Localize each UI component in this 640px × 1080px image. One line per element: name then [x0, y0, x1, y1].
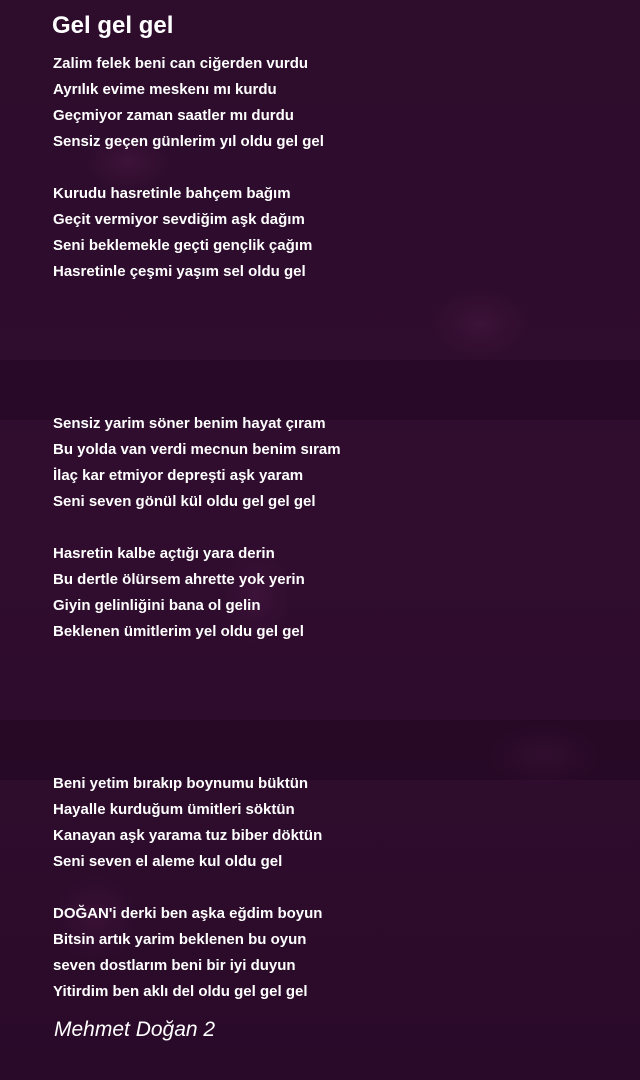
poem-line: Yitirdim ben aklı del oldu gel gel gel — [53, 983, 308, 1000]
poem-line: DOĞAN'i derki ben aşka eğdim boyun — [53, 905, 323, 922]
poem-line: Hasretin kalbe açtığı yara derin — [53, 545, 275, 562]
poem-line: Seni seven gönül kül oldu gel gel gel — [53, 493, 316, 510]
poem-section-2 — [53, 411, 613, 645]
stanza-gap — [53, 515, 613, 541]
poem-line: Sensiz geçen günlerim yıl oldu gel gel — [53, 133, 324, 150]
poem-line: Hayalle kurduğum ümitleri söktün — [53, 801, 295, 818]
poem-section-1 — [53, 51, 613, 285]
poem-line: Zalim felek beni can ciğerden vurdu — [53, 55, 309, 72]
poem-line: Bitsin artık yarim beklenen bu oyun — [53, 931, 307, 948]
poem-line: Beni yetim bırakıp boynumu büktün — [53, 775, 309, 792]
poem-line: Seni beklemekle geçti gençlik çağım — [53, 237, 313, 254]
poem-line: Ayrılık evime meskenı mı kurdu — [53, 81, 277, 98]
poem-title: Gel gel gel — [52, 12, 174, 39]
poem-line: Beklenen ümitlerim yel oldu gel gel — [53, 623, 304, 640]
poem-line: Geçmiyor zaman saatler mı durdu — [53, 107, 294, 124]
poem-line: İlaç kar etmiyor depreşti aşk yaram — [53, 467, 304, 484]
poem-line: Bu yolda van verdi mecnun benim sıram — [53, 441, 341, 458]
stanza-gap — [53, 875, 613, 901]
poem-line: Kurudu hasretinle bahçem bağım — [53, 185, 291, 202]
poem-line: seven dostlarım beni bir iyi duyun — [53, 957, 296, 974]
stanza-gap — [53, 155, 613, 181]
poem-section-3 — [53, 771, 613, 1005]
poem-author: Mehmet Doğan 2 — [54, 1018, 216, 1041]
poem-line: Seni seven el aleme kul oldu gel — [53, 853, 283, 870]
poem-line: Geçit vermiyor sevdiğim aşk dağım — [53, 211, 305, 228]
poem-line: Giyin gelinliğini bana ol gelin — [53, 597, 261, 614]
poem-line: Kanayan aşk yarama tuz biber döktün — [53, 827, 323, 844]
poem-line: Hasretinle çeşmi yaşım sel oldu gel — [53, 263, 306, 280]
poem-line: Sensiz yarim söner benim hayat çıram — [53, 415, 326, 432]
poem-line: Bu dertle ölürsem ahrette yok yerin — [53, 571, 305, 588]
